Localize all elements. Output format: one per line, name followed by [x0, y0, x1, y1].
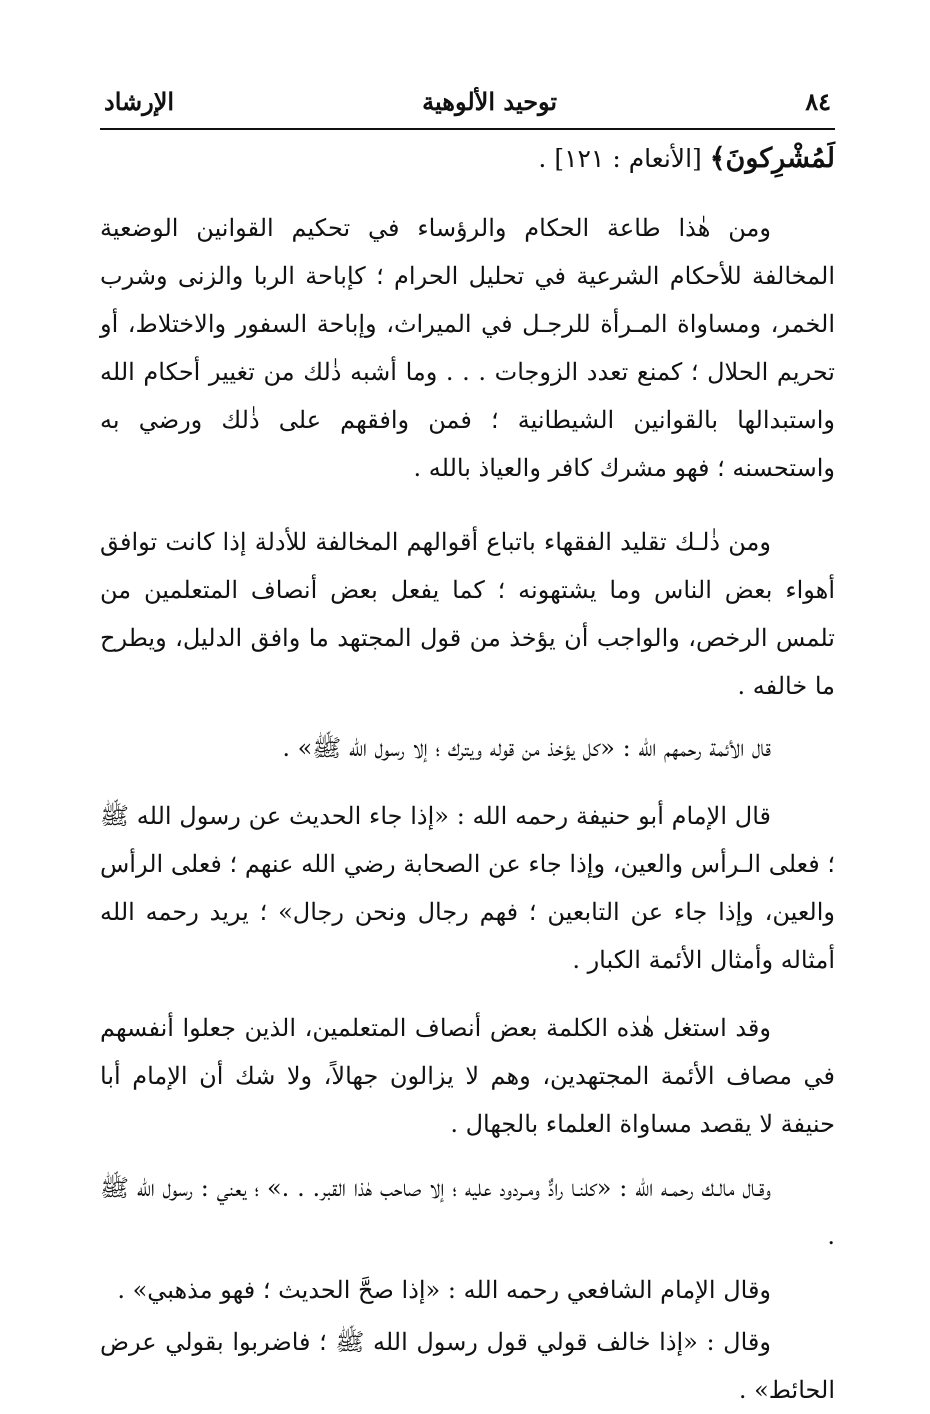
page-number: ٨٤ [805, 87, 831, 116]
paragraph-shafii-2: وقال : «إذا خالف قولي قول رسول الله ﷺ ؛ فاضربوا بقولي عرض الحائط» . [100, 1328, 835, 1404]
book-page [100, 82, 835, 1414]
paragraph-malik: وقـال مالـك رحمـه الله : «كلنـا رادٌّ ومـردود عليه ؛ إلا صاحب هٰذا القبر. . .» ؛ يعني : رسول الله ﷺ . [100, 1174, 835, 1250]
paragraph-shafii: وقال الإمام الشافعي رحمه الله : «إذا صحَّ الحديث ؛ فهو مذهبي» . [117, 1276, 771, 1304]
paragraph-abu-hanifa: قال الإمام أبو حنيفة رحمه الله : «إذا جاء الحديث عن رسول الله ﷺ ؛ فعلى الـرأس والعين، وإذا جاء عن الصحابة رضي الله عنهم ؛ فعلى الرأس والعين، وإذا جاء عن التابعين ؛ فهم رجال ونحن رجال» ؛ يريد رحمه الله أمثاله وأمثال الأئمة الكبار . [100, 802, 835, 974]
paragraph-imams-saying: قال الأئمة رحمهم الله : «كل يؤخذ من قوله ويترك ؛ إلا رسول الله ﷺ» . [282, 734, 771, 762]
paragraph-obedience-rulers: ومن هٰذا طاعة الحكام والرؤساء في تحكيم القوانين الوضعية المخالفة للأحكام الشرعية في تحليل الحرام ؛ كإباحة الربا والزنى وشرب الخمر، ومساواة المـرأة للرجـل في الميراث، وإباحة السفور والاختلاط، أو تحريم الحلال ؛ كمنع تعدد الزوجات . . . وما أشبه ذٰلك من تغيير أحكام الله واستبدالها بالقوانين الشيطانية ؛ فمن وافقهم على ذٰلك ورضي به واستحسنه ؛ فهو مشرك كافر والعياذ بالله . [100, 214, 835, 482]
paragraph-misuse: وقد استغل هٰذه الكلمة بعض أنصاف المتعلمين، الذين جعلوا أنفسهم في مصاف الأئمة المجتهدين، وهم لا يزالون جهالاً، ولا شك أن الإمام أبا حنيفة لا يقصد مساواة العلماء بالجهال . [100, 1014, 835, 1138]
book-title: الإرشاد [104, 87, 175, 116]
paragraph-imitating-jurists: ومن ذٰلـك تقليد الفقهاء باتباع أقوالهم المخالفة للأدلة إذا كانت توافق أهواء بعض الناس وما يشتهونه ؛ كما يفعل بعض أنصاف المتعلمين من تلمس الرخص، والواجب أن يؤخذ من قول المجتهد ما وافق الدليل، ويطرح ما خالفه . [100, 528, 835, 700]
quran-fragment: لَمُشْرِكونَ﴾ [709, 143, 835, 174]
quran-citation: [الأنعام : ١٢١] . [538, 144, 702, 173]
header-rule [100, 128, 835, 130]
chapter-title: توحيد الألوهية [422, 87, 558, 116]
quran-continuation [100, 136, 835, 182]
running-header [100, 82, 835, 122]
